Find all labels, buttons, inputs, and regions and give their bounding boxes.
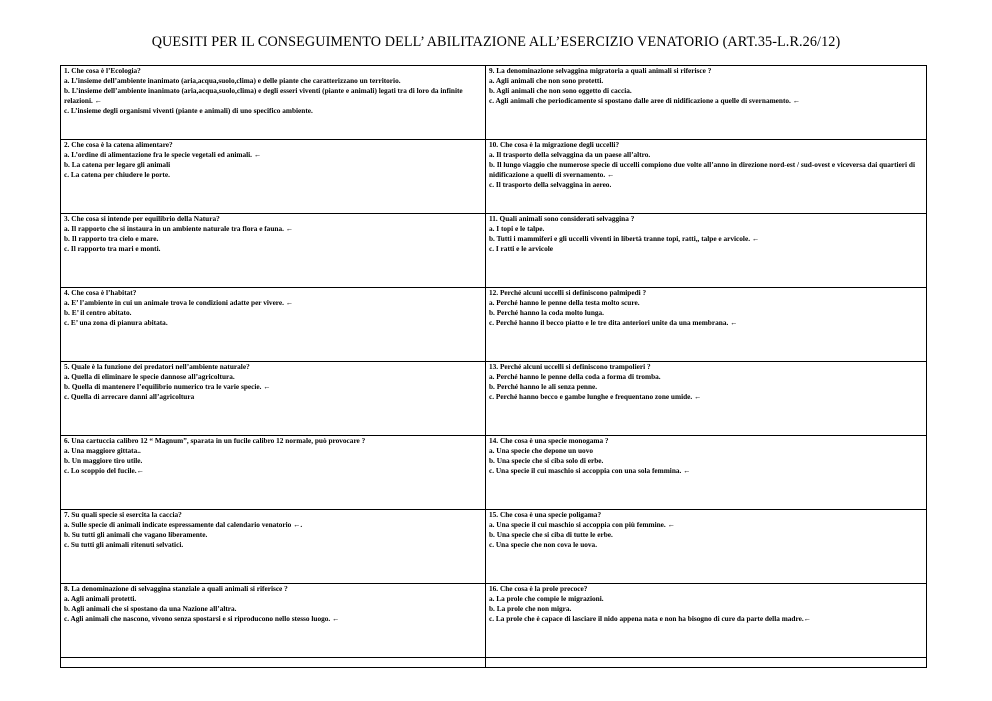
answer-option: b. Perché hanno le ali senza penne. xyxy=(489,382,598,391)
answer-option: a. E’ l’ambiente in cui un animale trova le condizioni adatte per vivere. ← xyxy=(64,298,294,307)
question-cell-right-1 xyxy=(486,66,927,140)
question-row xyxy=(61,584,927,658)
answer-option: a. Una specie che depone un uovo xyxy=(489,446,593,455)
answer-option: c. La catena per chiudere le porte. xyxy=(64,170,170,179)
question-text: 1. Che cosa è l’Ecologia? xyxy=(64,66,141,75)
question-text: 9. La denominazione selvaggina migratoria a quali animali si riferisce ? xyxy=(489,66,712,75)
question-cell-left-6 xyxy=(61,436,486,510)
question-text: 5. Quale è la funzione dei predatori nell’ambiente naturale? xyxy=(64,362,250,371)
answer-option: b. Una specie che si ciba di tutte le erbe. xyxy=(489,530,613,539)
question-cell-left-4 xyxy=(61,288,486,362)
page-title: QUESITI PER IL CONSEGUIMENTO DELL’ ABILITAZIONE ALL’ESERCIZIO VENATORIO (ART.35-L.R.26/12) xyxy=(151,34,841,50)
question-text: 13. Perché alcuni uccelli si definiscono trampolieri ? xyxy=(489,362,651,371)
question-text: 2. Che cosa è la catena alimentare? xyxy=(64,140,173,149)
question-cell-left-3 xyxy=(61,214,486,288)
answer-option: c. Una specie che non cova le uova. xyxy=(489,540,598,549)
answer-option: a. Quella di eliminare le specie dannose all’agricoltura. xyxy=(64,372,235,381)
answer-option: c. Perché hanno becco e gambe lunghe e frequentano zone umide. ← xyxy=(489,392,702,401)
answer-option: b. Il lungo viaggio che numerose specie di uccelli compiono due volte all’anno in direzione nord-est / sud-ovest e viceversa dai quartieri di nidificazione a quelli di svernamento. ← xyxy=(489,160,915,179)
empty-cell-left xyxy=(61,658,486,668)
answer-option: b. Il rapporto tra cielo e mare. xyxy=(64,234,159,243)
answer-option: a. L’insieme dell’ambiente inanimato (aria,acqua,suolo,clima) e delle piante che caratterizzano un territorio. xyxy=(64,76,401,85)
question-text: 12. Perché alcuni uccelli si definiscono palmipedi ? xyxy=(489,288,647,297)
answer-option: a. Agli animali che non sono protetti. xyxy=(489,76,604,85)
question-cell-right-4 xyxy=(486,288,927,362)
answer-option: c. I ratti e le arvicole xyxy=(489,244,554,253)
question-cell-right-5 xyxy=(486,362,927,436)
question-cell-right-8 xyxy=(486,584,927,658)
empty-cell-right xyxy=(486,658,927,668)
question-text: 4. Che cosa è l’habitat? xyxy=(64,288,137,297)
empty-row xyxy=(61,658,927,668)
question-cell-right-2 xyxy=(486,140,927,214)
answer-option: b. L’insieme dell’ambiente inanimato (aria,acqua,suolo,clima) e degli esseri viventi (piante e animali) legati tra di loro da infinite relazioni. ← xyxy=(64,86,463,105)
answer-option: b. Una specie che si ciba solo di erbe. xyxy=(489,456,604,465)
answer-option: a. Perché hanno le penne della testa molto scure. xyxy=(489,298,640,307)
answer-option: c. Una specie il cui maschio si accoppia con una sola femmina. ← xyxy=(489,466,691,475)
answer-option: b. Agli animali che si spostano da una Nazione all’altra. xyxy=(64,604,237,613)
answer-option: a. Una maggiore gittata.. xyxy=(64,446,141,455)
answer-option: a. L’ordine di alimentazione fra le specie vegetali ed animali. ← xyxy=(64,150,262,159)
question-cell-left-8 xyxy=(61,584,486,658)
answer-option: c. Agli animali che periodicamente si spostano dalle aree di nidificazione a quelle di svernamento. ← xyxy=(489,96,800,105)
question-text: 8. La denominazione di selvaggina stanziale a quali animali si riferisce ? xyxy=(64,584,288,593)
question-row xyxy=(61,362,927,436)
question-row xyxy=(61,288,927,362)
answer-option: c. E’ una zona di pianura abitata. xyxy=(64,318,168,327)
question-text: 7. Su quali specie si esercita la caccia? xyxy=(64,510,182,519)
answer-option: b. Agli animali che non sono oggetto di caccia. xyxy=(489,86,632,95)
question-text: 15. Che cosa è una specie poligama? xyxy=(489,510,602,519)
question-text: 3. Che cosa si intende per equilibrio della Natura? xyxy=(64,214,220,223)
answer-option: c. Perché hanno il becco piatto e le tre dita anteriori unite da una membrana. ← xyxy=(489,318,738,327)
answer-option: b. Un maggiore tiro utile. xyxy=(64,456,143,465)
question-row xyxy=(61,66,927,140)
answer-option: c. Agli animali che nascono, vivono senza spostarsi e si riproducono nello stesso luogo. ← xyxy=(64,614,340,623)
answer-option: b. La prole che non migra. xyxy=(489,604,572,613)
answer-option: b. La catena per legare gli animali xyxy=(64,160,171,169)
questions-table xyxy=(60,65,927,668)
answer-option: c. Il trasporto della selvaggina in aereo. xyxy=(489,180,612,189)
question-cell-right-7 xyxy=(486,510,927,584)
answer-option: a. Il trasporto della selvaggina da un paese all’altro. xyxy=(489,150,651,159)
question-cell-right-3 xyxy=(486,214,927,288)
question-row xyxy=(61,140,927,214)
answer-option: a. Sulle specie di animali indicate espressamente dal calendario venatorio ←. xyxy=(64,520,303,529)
answer-option: a. Perché hanno le penne della coda a forma di tromba. xyxy=(489,372,661,381)
question-text: 10. Che cosa è la migrazione degli uccelli? xyxy=(489,140,620,149)
answer-option: b. Perché hanno la coda molto lunga. xyxy=(489,308,605,317)
answer-option: a. Agli animali protetti. xyxy=(64,594,137,603)
answer-option: c. Il rapporto tra mari e monti. xyxy=(64,244,161,253)
question-text: 6. Una cartuccia calibro 12 “ Magnum”, sparata in un fucile calibro 12 normale, può provocare ? xyxy=(64,436,366,445)
question-text: 14. Che cosa è una specie monogama ? xyxy=(489,436,609,445)
answer-option: c. La prole che è capace di lasciare il nido appena nata e non ha bisogno di cure da parte della madre.← xyxy=(489,614,811,623)
question-cell-left-7 xyxy=(61,510,486,584)
question-cell-left-5 xyxy=(61,362,486,436)
question-row xyxy=(61,436,927,510)
questions-body xyxy=(61,66,927,668)
answer-option: b. E’ il centro abitato. xyxy=(64,308,132,317)
answer-option: c. L’insieme degli organismi viventi (piante e animali) di uno specifico ambiente. xyxy=(64,106,313,115)
question-cell-left-2 xyxy=(61,140,486,214)
answer-option: a. Il rapporto che si instaura in un ambiente naturale tra flora e fauna. ← xyxy=(64,224,294,233)
question-text: 11. Quali animali sono considerati selvaggina ? xyxy=(489,214,635,223)
question-row xyxy=(61,510,927,584)
answer-option: c. Quella di arrecare danni all’agricoltura xyxy=(64,392,195,401)
answer-option: c. Su tutti gli animali ritenuti selvatici. xyxy=(64,540,184,549)
answer-option: a. La prole che compie le migrazioni. xyxy=(489,594,604,603)
question-cell-right-6 xyxy=(486,436,927,510)
answer-option: a. I topi e le talpe. xyxy=(489,224,545,233)
answer-option: a. Una specie il cui maschio si accoppia con più femmine. ← xyxy=(489,520,675,529)
answer-option: b. Quella di mantenere l’equilibrio numerico tra le varie specie. ← xyxy=(64,382,271,391)
question-text: 16. Che cosa è la prole precoce? xyxy=(489,584,588,593)
answer-option: b. Su tutti gli animali che vagano liberamente. xyxy=(64,530,208,539)
question-row xyxy=(61,214,927,288)
answer-option: b. Tutti i mammiferi e gli uccelli viventi in libertà tranne topi, ratti,, talpe e arvicole. ← xyxy=(489,234,760,243)
answer-option: c. Lo scoppio del fucile.← xyxy=(64,466,144,475)
question-cell-left-1 xyxy=(61,66,486,140)
